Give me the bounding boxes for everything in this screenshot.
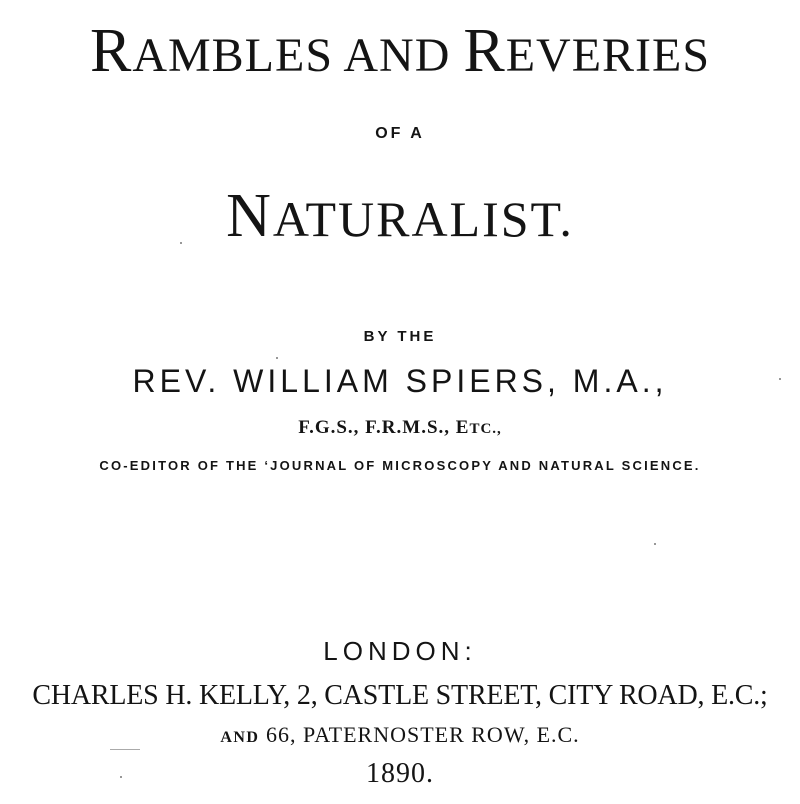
- address-and: AND: [220, 729, 260, 746]
- imprint-address: [0, 724, 800, 746]
- print-speck: [180, 242, 182, 244]
- print-speck: [276, 357, 278, 359]
- title-word-rambles-and: AMBLES AND: [132, 29, 464, 82]
- address-rest: 66, PATERNOSTER ROW, E.C.: [259, 722, 580, 747]
- author-name: REV. WILLIAM SPIERS, M.A.,: [132, 363, 668, 399]
- credentials-small: TC.,: [469, 421, 502, 437]
- byline-label: BY THE: [363, 328, 437, 345]
- imprint-city: LONDON:: [323, 636, 477, 666]
- imprint-year: 1890.: [366, 758, 434, 789]
- author-role: CO-EDITOR OF THE ‘JOURNAL OF MICROSCOPY AND NATURAL SCIENCE.: [99, 458, 701, 473]
- title-word-reveries: EVERIES: [505, 29, 711, 82]
- title-initial-r-second: R: [463, 17, 506, 85]
- title-initial-n: N: [226, 182, 273, 250]
- title-connector: OF A: [375, 125, 425, 142]
- book-title-line-1: [0, 17, 800, 85]
- print-speck: [120, 776, 122, 778]
- title-word-naturalist: ATURALIST.: [272, 191, 574, 247]
- author-credentials: [0, 418, 800, 437]
- print-speck: [779, 378, 781, 380]
- print-speck: [110, 749, 140, 750]
- imprint-publisher: CHARLES H. KELLY, 2, CASTLE STREET, CITY ROAD, E.C.;: [32, 680, 768, 711]
- print-speck: [654, 543, 656, 545]
- credentials-main: F.G.S., F.R.M.S., E: [298, 417, 470, 438]
- book-title-line-2: [0, 182, 800, 250]
- title-initial-r: R: [89, 17, 133, 85]
